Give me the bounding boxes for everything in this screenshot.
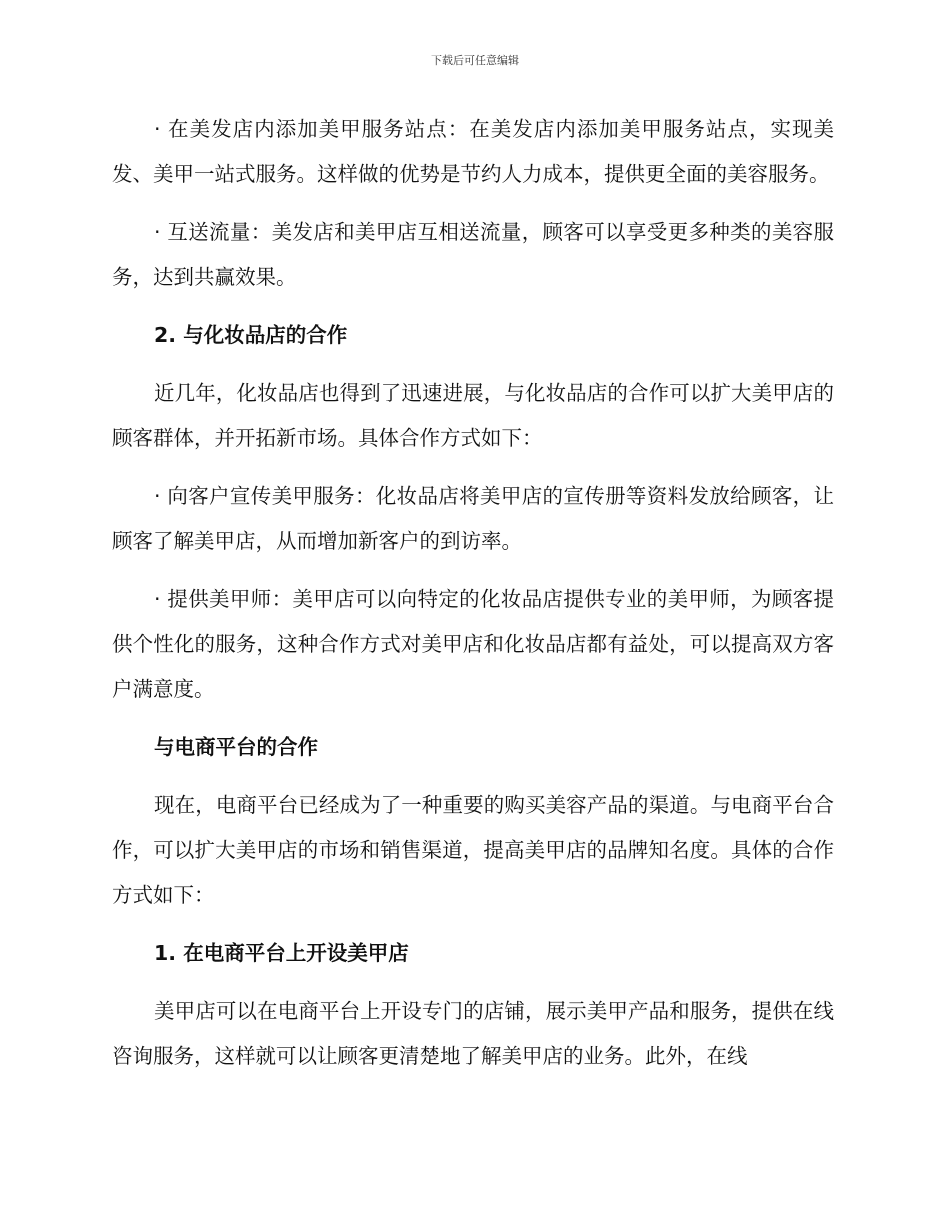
section-heading: 与电商平台的合作 bbox=[154, 735, 318, 759]
body-paragraph: 美甲店可以在电商平台上开设专门的店铺，展示美甲产品和服务，提供在线咨询服务，这样就可以让顾客更清楚地了解美甲店的业务。此外，在线 bbox=[112, 999, 834, 1068]
document-body bbox=[112, 107, 834, 1079]
section-heading: 1. 在电商平台上开设美甲店 bbox=[154, 941, 409, 965]
body-paragraph: 近几年，化妆品店也得到了迅速进展，与化妆品店的合作可以扩大美甲店的顾客群体，并开拓新市场。具体合作方式如下： bbox=[112, 381, 834, 450]
bullet-paragraph: · 在美发店内添加美甲服务站点：在美发店内添加美甲服务站点，实现美发、美甲一站式服务。这样做的优势是节约人力成本，提供更全面的美容服务。 bbox=[112, 117, 834, 186]
page-header: 下载后可任意编辑 bbox=[431, 54, 519, 67]
bullet-paragraph: · 互送流量：美发店和美甲店互相送流量，顾客可以享受更多种类的美容服务，达到共赢效果。 bbox=[112, 220, 834, 289]
body-paragraph: 现在，电商平台已经成为了一种重要的购买美容产品的渠道。与电商平台合作，可以扩大美甲店的市场和销售渠道，提高美甲店的品牌知名度。具体的合作方式如下： bbox=[112, 793, 834, 907]
bullet-paragraph: · 提供美甲师：美甲店可以向特定的化妆品店提供专业的美甲师，为顾客提供个性化的服务，这种合作方式对美甲店和化妆品店都有益处，可以提高双方客户满意度。 bbox=[112, 587, 834, 701]
bullet-paragraph: · 向客户宣传美甲服务：化妆品店将美甲店的宣传册等资料发放给顾客，让顾客了解美甲店，从而增加新客户的到访率。 bbox=[112, 484, 834, 553]
section-heading: 2. 与化妆品店的合作 bbox=[154, 323, 348, 347]
